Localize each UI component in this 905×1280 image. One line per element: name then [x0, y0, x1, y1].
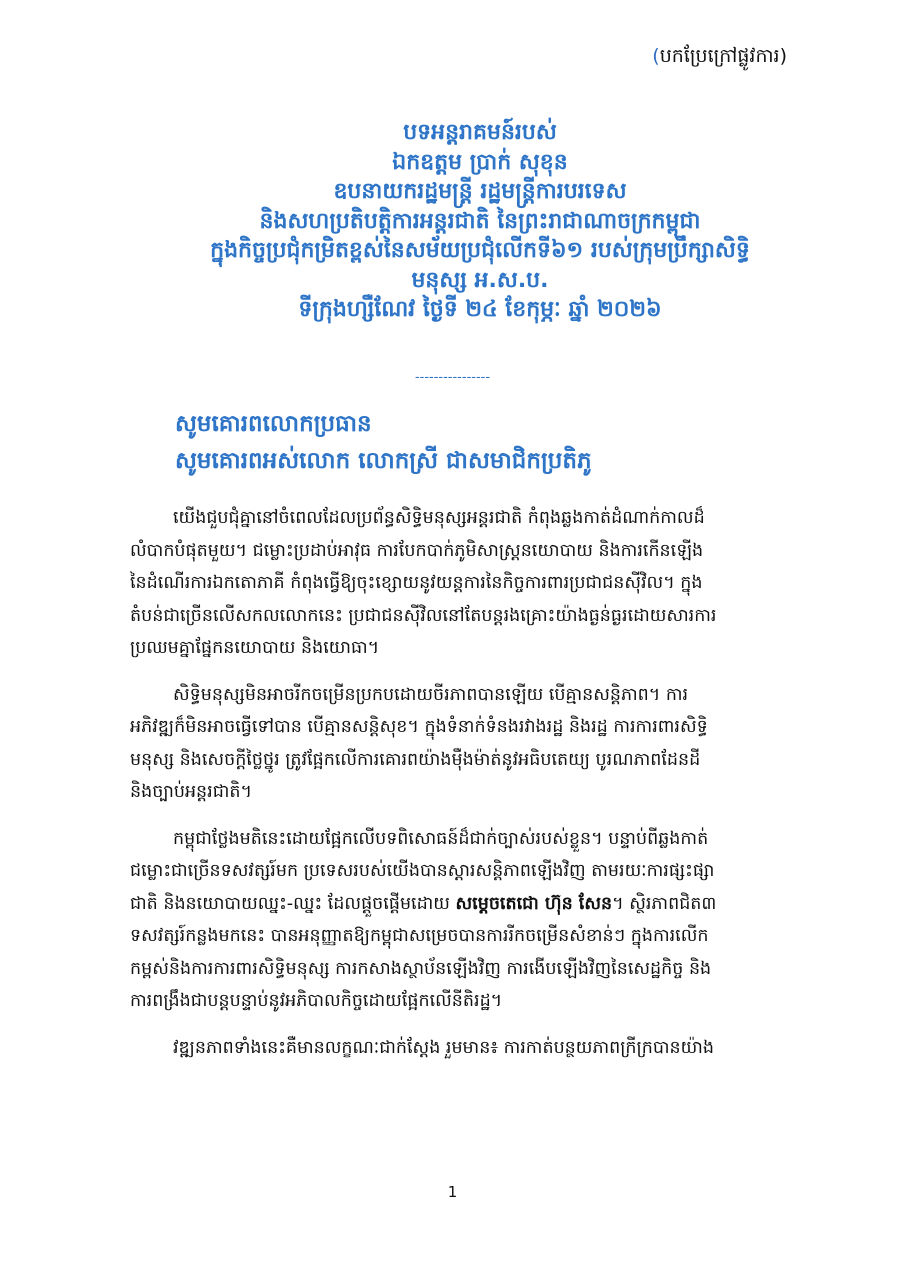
- paragraph-line: មនុស្ស និងសេចក្តីថ្លៃថ្នូរ ត្រូវផ្អែកលើការគោរពយ៉ាងម៉ឺងម៉ាត់នូវអធិបតេយ្យ បូរណភាពដែនដី: [130, 749, 701, 770]
- paragraph-3: [130, 823, 805, 1018]
- paragraph-line: កម្ពស់និងការការពារសិទ្ធិមនុស្ស ការកសាងស្ថាប័នឡើងវិញ ការងើបឡើងវិញនៃសេដ្ឋកិច្ច និង: [130, 958, 712, 979]
- paragraph-2: [130, 679, 805, 809]
- highlighted-name: សម្តេចតេជោ ហ៊ុន សែន: [455, 893, 613, 914]
- section-divider: ----------------: [414, 370, 491, 385]
- paragraph-line: ការពង្រឹងជាបន្តបន្ទាប់នូវអភិបាលកិច្ចដោយផ្អែកលើនីតិរដ្ឋ។: [130, 991, 503, 1011]
- title-line-5: ក្នុងកិច្ចប្រជុំកម្រិតខ្ពស់នៃសម័យប្រជុំលើកទី៦១ របស់ក្រុមប្រឹក្សាសិទ្ធិ: [210, 238, 750, 263]
- open-paren: (: [652, 45, 660, 67]
- title-line-3: ឧបនាយករដ្ឋមន្ត្រី រដ្ឋមន្ត្រីការបរទេស: [333, 179, 627, 204]
- paragraph-line: ជម្លោះជាច្រើនទសវត្សរ៍មក ប្រទេសរបស់យើងបានស្តារសន្តិភាពឡើងវិញ តាមរយៈការផ្សះផ្សា: [130, 861, 715, 881]
- title-line-1: បទអន្តរាគមន៍របស់: [403, 120, 557, 145]
- title-line-2: ឯកឧត្តម ប្រាក់ សុខុន: [392, 149, 568, 175]
- page-number: 1: [447, 1183, 458, 1201]
- title-line-7: ទីក្រុងហ្សឺណែវ ថ្ងៃទី ២៤ ខែកុម្ភៈ ឆ្នាំ ២០២៦: [298, 297, 662, 322]
- salutation: [175, 406, 592, 480]
- paragraph-line: អភិវឌ្ឍក៏មិនអាចធ្វើទៅបាន បើគ្មានសន្តិសុខ។ ក្នុងទំនាក់ទំនងរវាងរដ្ឋ និងរដ្ឋ ការការពារសិទ្ធិ: [130, 717, 708, 737]
- paragraph-text: ។ ស្ថិរភាពជិត៣: [612, 893, 717, 914]
- salutation-president: សូមគោរពលោកប្រធាន: [175, 411, 372, 437]
- paragraph-line: យើងជួបជុំគ្នានៅចំពេលដែលប្រព័ន្ធសិទ្ធិមនុស្សអន្តរជាតិ កំពុងឆ្លងកាត់ដំណាក់កាលដ៏: [173, 508, 705, 528]
- title-line-6: មនុស្ស អ.ស.ប.: [411, 267, 549, 293]
- paragraph-line: នៃដំណើរការឯកតោភាគី កំពុងធ្វើឱ្យចុះខ្សោយនូវយន្តការនៃកិច្ចការពារប្រជាជនស៊ីវិល។ ក្នុង: [130, 573, 703, 593]
- paragraph-line: លំបាកបំផុតមួយ។ ជម្លោះប្រដាប់អាវុធ ការបែកបាក់ភូមិសាស្ត្រនយោបាយ និងការកើនឡើង: [130, 540, 704, 561]
- paragraph-line: សិទ្ធិមនុស្សមិនអាចរីកចម្រើនប្រកបដោយចីរភាពបានឡើយ បើគ្មានសន្តិភាព។ ការ: [173, 684, 689, 705]
- translation-note-text: បកប្រែក្រៅផ្លូវការ: [659, 45, 780, 67]
- unofficial-translation-note: [652, 44, 787, 72]
- title-line-4: និងសហប្រតិបត្តិការអន្តរជាតិ នៃព្រះរាជាណាចក្រកម្ពុជា: [259, 208, 701, 234]
- paragraph-text: ជាតិ និងនយោបាយឈ្នះ-ឈ្នះ ដែលផ្តួចផ្តើមដោយ: [130, 893, 456, 914]
- paragraph-line: ទសវត្សរ៍កន្លងមកនេះ បានអនុញ្ញាតឱ្យកម្ពុជាសម្រេចបានការរីកចម្រើនសំខាន់ៗ ក្នុងការលើក: [130, 926, 709, 946]
- paragraph-line: វឌ្ឍនភាពទាំងនេះគឺមានលក្ខណៈជាក់ស្តែង រួមមាន៖ ការកាត់បន្ថយភាពក្រីក្របានយ៉ាង: [173, 1037, 714, 1058]
- close-paren: ): [779, 45, 787, 67]
- paragraph-line: កម្ពុជាថ្លែងមតិនេះដោយផ្អែកលើបទពិសោធន៍ដ៏ជាក់ច្បាស់របស់ខ្លួន។ បន្ទាប់ពីឆ្លងកាត់: [173, 828, 709, 849]
- paragraph-1: [130, 502, 805, 665]
- paragraph-line: [130, 888, 805, 921]
- speech-title: [120, 118, 840, 325]
- salutation-delegates: សូមគោរពអស់លោក លោកស្រី ជាសមាជិកប្រតិភូ: [175, 448, 592, 474]
- paragraph-line: និងច្បាប់អន្តរជាតិ។: [130, 782, 253, 802]
- paragraph-line: ប្រឈមគ្នាផ្នែកនយោបាយ និងយោធា។: [130, 638, 380, 658]
- paragraph-line: តំបន់ជាច្រើនលើសកលលោកនេះ ប្រជាជនស៊ីវិលនៅតែបន្តរងគ្រោះយ៉ាងធ្ងន់ធ្ងរដោយសារការ: [130, 605, 717, 626]
- paragraph-4: [130, 1032, 805, 1065]
- speech-body: [130, 502, 805, 1078]
